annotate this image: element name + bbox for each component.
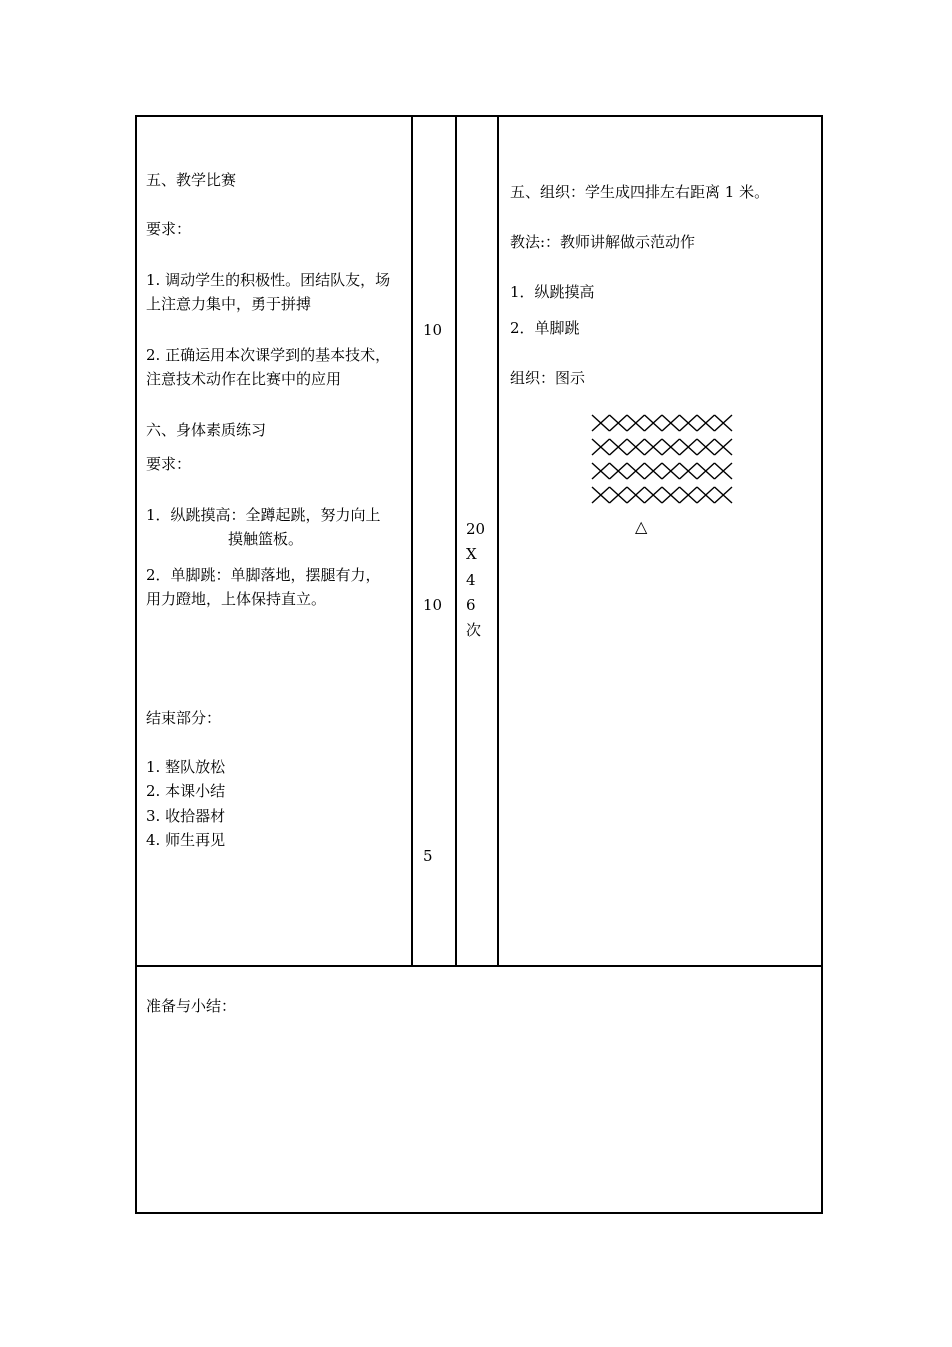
student-cross bbox=[627, 487, 645, 503]
student-cross bbox=[680, 463, 698, 479]
match-requirement-1-line2: 上注意力集中，勇于拼搏 bbox=[146, 295, 312, 313]
student-cross bbox=[697, 463, 715, 479]
match-requirement-2-line1: 2. 正确运用本次课学到的基本技术， bbox=[146, 346, 391, 364]
reps-unit: 次 bbox=[466, 621, 482, 639]
student-cross bbox=[680, 415, 698, 431]
ending-title: 结束部分： bbox=[146, 709, 222, 727]
reps-sets: 4 bbox=[466, 571, 476, 589]
student-cross bbox=[715, 439, 733, 455]
fitness-requirement-1-line1: 1．纵跳摸高：全蹲起跳，努力向上 bbox=[146, 506, 381, 524]
ending-item: 3. 收拾器材 bbox=[146, 807, 226, 825]
formation-diagram bbox=[590, 413, 735, 513]
reps-count: 6 bbox=[466, 596, 476, 614]
student-cross bbox=[662, 415, 680, 431]
column-divider-time bbox=[411, 115, 413, 966]
organization-line: 五、组织：学生成四排左右距离 1 米。 bbox=[510, 183, 770, 201]
student-cross bbox=[715, 463, 733, 479]
student-cross bbox=[627, 463, 645, 479]
method-item-2: 2．单脚跳 bbox=[510, 319, 580, 337]
match-requirement-2-line2: 注意技术动作在比赛中的应用 bbox=[146, 370, 342, 388]
student-cross bbox=[662, 463, 680, 479]
student-cross bbox=[715, 415, 733, 431]
fitness-requirement-2-line2: 用力蹬地，上体保持直立。 bbox=[146, 590, 327, 608]
student-cross bbox=[680, 439, 698, 455]
reps-times-symbol: X bbox=[466, 545, 477, 563]
student-cross bbox=[592, 463, 610, 479]
ending-item: 1. 整队放松 bbox=[146, 758, 226, 776]
teacher-symbol: △ bbox=[635, 517, 648, 536]
ending-item: 2. 本课小结 bbox=[146, 782, 226, 800]
diagram-label: 组织：图示 bbox=[510, 369, 586, 387]
student-cross bbox=[645, 463, 663, 479]
ending-item: 4. 师生再见 bbox=[146, 831, 226, 849]
student-cross bbox=[592, 487, 610, 503]
match-requirement-1-line1: 1. 调动学生的积极性。团结队友，场 bbox=[146, 271, 391, 289]
student-cross bbox=[645, 415, 663, 431]
student-cross bbox=[697, 415, 715, 431]
fitness-title: 六、身体素质练习 bbox=[146, 421, 267, 439]
column-divider-reps bbox=[455, 115, 457, 966]
fitness-requirement-2-line1: 2．单脚跳：单脚落地，摆腿有力， bbox=[146, 566, 381, 584]
student-cross bbox=[610, 439, 628, 455]
time-ending: 5 bbox=[423, 847, 433, 865]
match-title: 五、教学比赛 bbox=[146, 171, 237, 189]
fitness-requirement-1-line2: 摸触篮板。 bbox=[228, 530, 304, 548]
student-cross bbox=[592, 415, 610, 431]
method-item-1: 1．纵跳摸高 bbox=[510, 283, 595, 301]
match-requirements-label: 要求： bbox=[146, 220, 192, 238]
student-cross bbox=[662, 487, 680, 503]
preparation-summary-label: 准备与小结： bbox=[146, 997, 237, 1015]
student-cross bbox=[645, 487, 663, 503]
student-cross bbox=[592, 439, 610, 455]
student-cross bbox=[627, 415, 645, 431]
student-cross bbox=[645, 439, 663, 455]
student-cross bbox=[610, 463, 628, 479]
time-match: 10 bbox=[423, 321, 443, 339]
reps-value: 20 bbox=[466, 520, 486, 538]
student-cross bbox=[662, 439, 680, 455]
student-cross bbox=[680, 487, 698, 503]
column-divider-method bbox=[497, 115, 499, 966]
student-cross bbox=[697, 439, 715, 455]
student-cross bbox=[610, 415, 628, 431]
student-cross bbox=[627, 439, 645, 455]
time-fitness: 10 bbox=[423, 596, 443, 614]
student-cross bbox=[697, 487, 715, 503]
row-divider-footer bbox=[135, 965, 823, 967]
student-cross bbox=[610, 487, 628, 503]
method-line: 教法:：教师讲解做示范动作 bbox=[510, 233, 696, 251]
student-formation-crosses bbox=[590, 413, 735, 513]
fitness-requirements-label: 要求： bbox=[146, 455, 192, 473]
student-cross bbox=[715, 487, 733, 503]
